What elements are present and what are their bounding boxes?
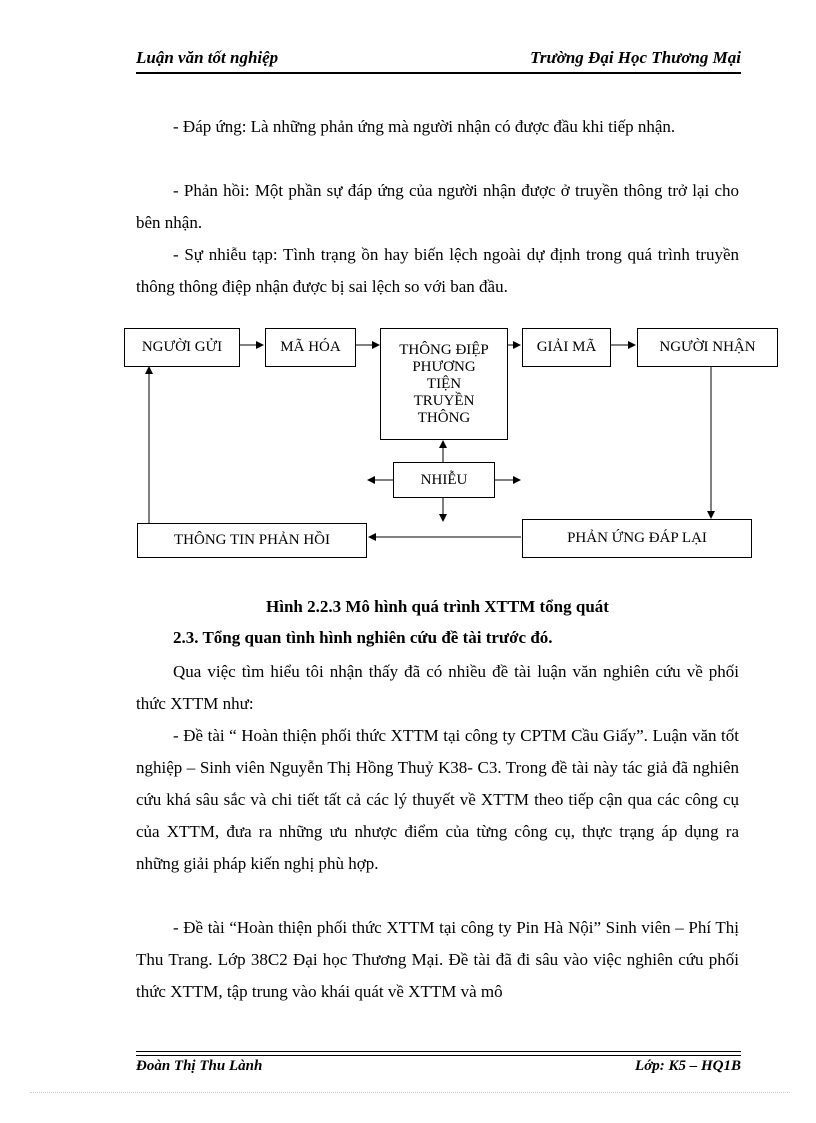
box-response: PHẢN ỨNG ĐÁP LẠI — [522, 519, 752, 558]
paragraph-topic-cau-giay: - Đề tài “ Hoàn thiện phối thức XTTM tại công ty CPTM Cầu Giấy”. Luận văn tốt nghiệp – Sinh viên Nguyễn Thị Hồng Thuỷ K38- C3. Trong đề tài này tác giả đã nghiên cứu khá sâu sắc và chi tiết tất cả các lý thuyết về XTTM theo tiếp cận qua các công cụ của XTTM, đưa ra những ưu nhược điểm của từng công cụ, thực trạng áp dụng ra những giải pháp kiến nghị phù hợp. — [136, 726, 739, 873]
header-university: Trường Đại Học Thương Mại — [530, 48, 741, 67]
message-line: TIỆN — [426, 375, 462, 392]
box-sender: NGƯỜI GỬI — [124, 328, 240, 367]
paragraph-topic-pin-ha-noi: - Đề tài “Hoàn thiện phối thức XTTM tại công ty Pin Hà Nội” Sinh viên – Phí Thị Thu Trang. Lớp 38C2 Đại học Thương Mại. Đề tài đã đi sâu vào việc nghiên cứu phối thức XTTM, tập trung vào khái quát về XTTM và mô — [136, 918, 739, 1001]
box-encode: MÃ HÓA — [265, 328, 356, 367]
box-decode: GIẢI MÃ — [522, 328, 611, 367]
paragraph-intro: Qua việc tìm hiểu tôi nhận thấy đã có nhiều đề tài luận văn nghiên cứu về phối thức XTTM như: — [136, 662, 739, 713]
message-line: THÔNG — [417, 409, 471, 426]
message-line: TRUYỀN — [413, 392, 475, 409]
footer-author: Đoàn Thị Thu Lành — [136, 1058, 263, 1074]
box-feedback: THÔNG TIN PHẢN HỒI — [137, 523, 367, 558]
message-line: THÔNG ĐIỆP — [399, 341, 489, 358]
header-thesis-title: Luận văn tốt nghiệp — [136, 48, 279, 67]
paragraph-nhieu-tap: - Sự nhiễu tạp: Tình trạng ồn hay biến lệch ngoài dự định trong quá trình truyền thông thông điệp nhận được bị sai lệch so với ban đầu. — [136, 245, 739, 296]
figure-caption: Hình 2.2.3 Mô hình quá trình XTTM tổng quát — [266, 597, 609, 616]
footer-rule — [136, 1055, 741, 1056]
box-message — [380, 328, 508, 440]
page-bottom-dotted-line — [30, 1092, 790, 1093]
paragraph-dap-ung: - Đáp ứng: Là những phản ứng mà người nhận có được đầu khi tiếp nhận. — [173, 117, 676, 136]
paragraph-phan-hoi: - Phản hồi: Một phần sự đáp ứng của người nhận được ở truyền thông trở lại cho bên nhận. — [136, 181, 739, 232]
box-receiver: NGƯỜI NHẬN — [637, 328, 778, 367]
footer-class: Lớp: K5 – HQ1B — [635, 1058, 741, 1074]
message-line: PHƯƠNG — [412, 358, 476, 375]
footer-rule — [136, 1051, 741, 1052]
section-heading: 2.3. Tổng quan tình hình nghiên cứu đề tài trước đó. — [173, 628, 553, 647]
box-noise: NHIỄU — [393, 462, 495, 498]
